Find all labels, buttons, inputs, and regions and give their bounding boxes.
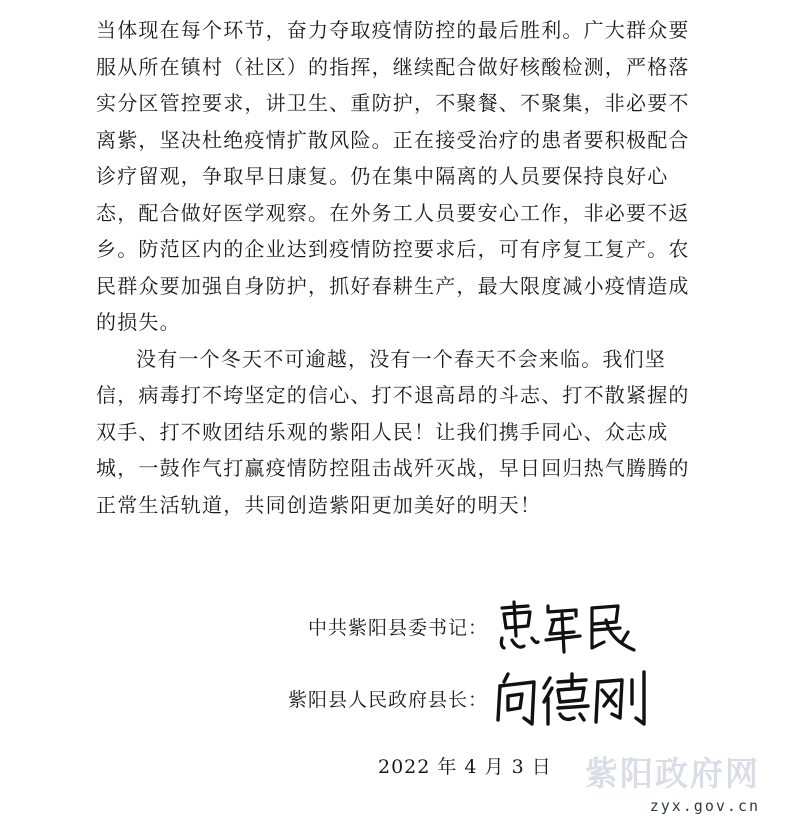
- magistrate-signature-block: [288, 668, 654, 728]
- letter-body: [96, 12, 696, 523]
- secretary-title: 中共紫阳县委书记：: [308, 616, 489, 639]
- secretary-signature-block: [308, 596, 644, 656]
- body-paragraph-2: 没有一个冬天不可逾越，没有一个春天不会来临。我们坚信，病毒打不垮坚定的信心、打不退高昂的斗志、打不散紧握的双手、打不败团结乐观的紫阳人民！让我们携手同心、众志成城，一鼓作气打赢疫情防控阻击战歼灭战，早日回归热气腾腾的正常生活轨道，共同创造紫阳更加美好的明天！: [96, 346, 690, 517]
- secretary-handwritten-signature: [494, 596, 644, 656]
- magistrate-handwritten-signature: [494, 668, 654, 728]
- magistrate-title: 紫阳县人民政府县长：: [288, 688, 489, 711]
- letter-date: 2022 年 4 月 3 日: [378, 756, 552, 778]
- site-watermark: [585, 748, 760, 815]
- watermark-site-name: 紫阳政府网: [585, 754, 760, 793]
- body-paragraph-1: 当体现在每个环节，奋力夺取疫情防控的最后胜利。广大群众要服从所在镇村（社区）的指挥，继续配合做好核酸检测，严格落实分区管控要求，讲卫生、重防护，不聚餐、不聚集，非必要不离紫，坚决杜绝疫情扩散风险。正在接受治疗的患者要积极配合诊疗留观，争取早日康复。仍在集中隔离的人员要保持良好心态，配合做好医学观察。在外务工人员要安心工作，非必要不返乡。防范区内的企业达到疫情防控要求后，可有序复工复产。农民群众要加强自身防护，抓好春耕生产，最大限度减小疫情造成的损失。: [96, 18, 690, 334]
- watermark-url: zyx.gov.cn: [649, 797, 760, 815]
